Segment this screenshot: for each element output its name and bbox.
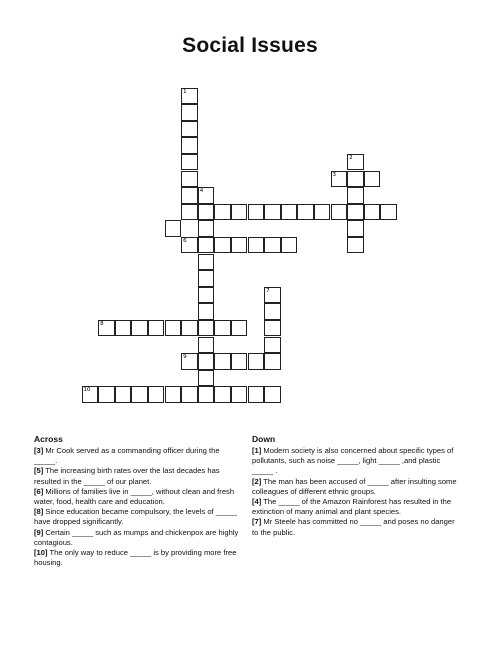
- crossword-cell[interactable]: [248, 237, 265, 254]
- across-clue: [34, 487, 239, 507]
- crossword-cell[interactable]: [231, 237, 248, 254]
- clue-number: [3]: [34, 446, 44, 455]
- crossword-cell[interactable]: [198, 204, 215, 221]
- crossword-cell[interactable]: [214, 353, 231, 370]
- crossword-cell[interactable]: [148, 386, 165, 403]
- clue-text: Since education became compulsory, the levels of _____ have dropped significantly.: [34, 507, 237, 527]
- clue-number: [1]: [252, 446, 262, 455]
- crossword-cell[interactable]: [198, 386, 215, 403]
- crossword-cell[interactable]: [347, 154, 364, 171]
- crossword-cell[interactable]: [165, 320, 182, 337]
- crossword-cell[interactable]: [331, 171, 348, 188]
- crossword-cell[interactable]: [264, 237, 281, 254]
- crossword-cell[interactable]: [248, 353, 265, 370]
- crossword-cell[interactable]: [248, 386, 265, 403]
- crossword-cell[interactable]: [380, 204, 397, 221]
- crossword-cell[interactable]: [98, 386, 115, 403]
- crossword-cell[interactable]: [198, 320, 215, 337]
- crossword-cell[interactable]: [115, 320, 132, 337]
- crossword-cell[interactable]: [214, 204, 231, 221]
- crossword-cell[interactable]: [181, 237, 198, 254]
- clue-number: [9]: [34, 527, 44, 537]
- crossword-cell[interactable]: [148, 320, 165, 337]
- crossword-cell[interactable]: [198, 287, 215, 304]
- crossword-cell[interactable]: [98, 320, 115, 337]
- crossword-cell[interactable]: [347, 237, 364, 254]
- crossword-cell[interactable]: [198, 237, 215, 254]
- crossword-cell[interactable]: [198, 187, 215, 204]
- clue-number: [5]: [34, 466, 44, 476]
- clue-number: 6: [183, 237, 187, 244]
- crossword-cell[interactable]: [347, 171, 364, 188]
- clue-number: [7]: [252, 517, 262, 527]
- across-heading: Across: [34, 434, 63, 444]
- crossword-cell[interactable]: [181, 187, 198, 204]
- crossword-cell[interactable]: [131, 386, 148, 403]
- crossword-cell[interactable]: [231, 353, 248, 370]
- crossword-cell[interactable]: [231, 204, 248, 221]
- crossword-cell[interactable]: [264, 204, 281, 221]
- clue-number: 9: [183, 354, 187, 361]
- crossword-cell[interactable]: [297, 204, 314, 221]
- crossword-cell[interactable]: [264, 303, 281, 320]
- across-clue: [34, 446, 239, 466]
- clue-number: [6]: [34, 486, 44, 496]
- crossword-cell[interactable]: [181, 121, 198, 138]
- down-clue: [252, 517, 457, 537]
- crossword-cell[interactable]: [364, 171, 381, 188]
- clue-number: 10: [83, 387, 91, 394]
- clue-text: The only way to reduce _____ is by providing more free housing.: [34, 548, 237, 568]
- clue-text: Millions of families live in _____, without clean and fresh water, food, health care and education.: [34, 486, 235, 507]
- across-clue-list: [34, 446, 239, 568]
- clue-number: 8: [100, 320, 104, 327]
- down-clues: [252, 434, 457, 538]
- clue-number: [10]: [34, 548, 48, 558]
- crossword-cell[interactable]: [165, 220, 182, 237]
- crossword-cell[interactable]: [198, 254, 215, 271]
- crossword-cell[interactable]: [115, 386, 132, 403]
- clue-number: 4: [199, 188, 204, 195]
- across-clue: [34, 528, 239, 548]
- crossword-cell[interactable]: [198, 270, 215, 287]
- clue-text: The increasing birth rates over the last decades has resulted in the _____ of our planet.: [34, 466, 220, 486]
- crossword-cell[interactable]: [231, 320, 248, 337]
- clue-text: The _____ of the Amazon Rainforest has resulted in the extinction of many animal and plant species.: [252, 497, 452, 517]
- crossword-cell[interactable]: [198, 220, 215, 237]
- crossword-cell[interactable]: [165, 386, 182, 403]
- crossword-cell[interactable]: [82, 386, 99, 403]
- crossword-cell[interactable]: [347, 220, 364, 237]
- crossword-cell[interactable]: [264, 320, 281, 337]
- crossword-cell[interactable]: [347, 204, 364, 221]
- crossword-cell[interactable]: [281, 237, 298, 254]
- clue-text: Mr Steele has committed no _____ and poses no danger to the public.: [252, 517, 455, 537]
- clue-number: 2: [349, 154, 353, 161]
- crossword-cell[interactable]: [281, 204, 298, 221]
- crossword-cell[interactable]: [231, 386, 248, 403]
- clue-number: [4]: [252, 497, 262, 507]
- crossword-cell[interactable]: [181, 204, 198, 221]
- crossword-cell[interactable]: [264, 386, 281, 403]
- crossword-cell[interactable]: [364, 204, 381, 221]
- crossword-cell[interactable]: [264, 353, 281, 370]
- clue-text: The man has been accused of _____ after insulting some colleagues of different ethnic groups.: [252, 476, 457, 496]
- across-clue: [34, 548, 239, 568]
- down-clue: [252, 477, 457, 497]
- clue-number: [8]: [34, 507, 44, 517]
- crossword-cell[interactable]: [181, 320, 198, 337]
- clue-text: Mr Cook served as a commanding officer during the _____.: [34, 446, 220, 466]
- crossword-cell[interactable]: [198, 337, 215, 354]
- clue-number: 1: [183, 88, 187, 95]
- crossword-cell[interactable]: [198, 353, 215, 370]
- crossword-cell[interactable]: [331, 204, 348, 221]
- across-clues: [34, 434, 239, 568]
- page-title: Social Issues: [182, 34, 318, 57]
- crossword-cell[interactable]: [181, 171, 198, 188]
- crossword-cell[interactable]: [264, 337, 281, 354]
- down-clue: [252, 497, 457, 517]
- clue-number: 3: [332, 171, 336, 178]
- down-clue: [252, 446, 457, 477]
- crossword-cell[interactable]: [181, 353, 198, 370]
- crossword-cell[interactable]: [181, 88, 198, 105]
- crossword-cell[interactable]: [264, 287, 281, 304]
- clue-number: [2]: [252, 476, 262, 486]
- crossword-cell[interactable]: [181, 137, 198, 154]
- clue-number: 7: [266, 287, 270, 294]
- crossword-cell[interactable]: [181, 154, 198, 171]
- down-heading: Down: [252, 434, 276, 444]
- crossword-cell[interactable]: [248, 204, 265, 221]
- across-clue: [34, 466, 239, 486]
- crossword-cell[interactable]: [347, 187, 364, 204]
- crossword-cell[interactable]: [314, 204, 331, 221]
- clue-text: Modern society is also concerned about specific types of pollutants, such as noise _____, light _____ ,and plastic _____ .: [252, 446, 454, 476]
- crossword-cell[interactable]: [181, 104, 198, 121]
- clue-text: Certain _____ such as mumps and chickenpox are highly contagious.: [34, 527, 239, 547]
- crossword-cell[interactable]: [181, 386, 198, 403]
- crossword-cell[interactable]: [198, 303, 215, 320]
- crossword-cell[interactable]: [214, 237, 231, 254]
- crossword-cell[interactable]: [131, 320, 148, 337]
- down-clue-list: [252, 446, 457, 538]
- crossword-cell[interactable]: [214, 320, 231, 337]
- crossword-cell[interactable]: [214, 386, 231, 403]
- crossword-cell[interactable]: [198, 370, 215, 387]
- across-clue: [34, 507, 239, 527]
